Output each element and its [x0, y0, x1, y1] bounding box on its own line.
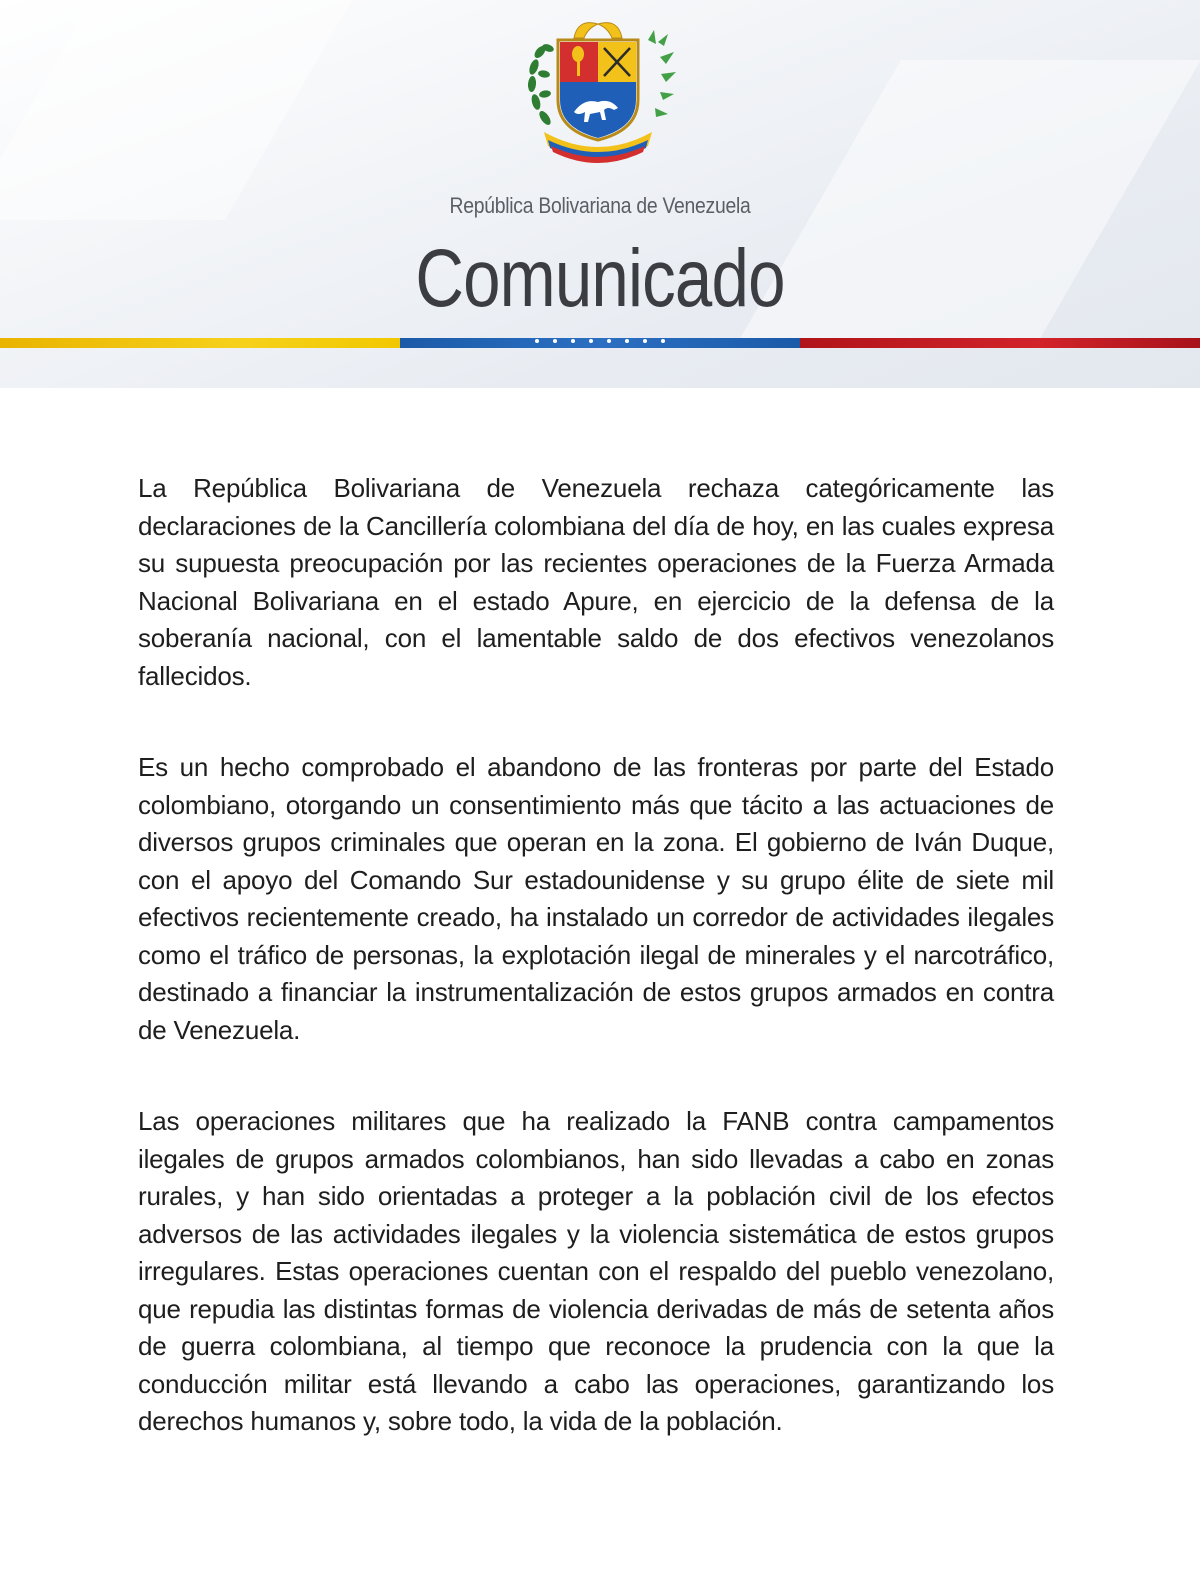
star-icon [589, 339, 593, 343]
flag-stars [400, 339, 800, 343]
coat-of-arms-icon [518, 12, 678, 172]
star-icon [625, 339, 629, 343]
paragraph: Es un hecho comprobado el abandono de las fronteras por parte del Estado colombiano, otorgando un consentimiento más que tácito a las actuaciones de diversos grupos criminales que operan en la zona. El gobierno de Iván Duque, con el apoyo del Comando Sur estadounidense y su grupo élite de siete mil efectivos recientemente creado, ha instalado un corredor de actividades ilegales como el tráfico de personas, la explotación ilegal de minerales y el narcotráfico, destinado a financiar la instrumentalización de estos grupos armados en contra de Venezuela. [138, 752, 1054, 1045]
star-icon [661, 339, 665, 343]
flag-red-band [800, 338, 1200, 348]
star-icon [553, 339, 557, 343]
star-icon [643, 339, 647, 343]
document-header [0, 0, 1200, 388]
paragraph: Las operaciones militares que ha realizado la FANB contra campamentos ilegales de grupos armados colombianos, han sido llevadas a cabo en zonas rurales, y han sido orientadas a proteger a la población civil de los efectos adversos de las actividades ilegales y la violencia sistemática de estos grupos irregulares. Estas operaciones cuentan con el respaldo del pueblo venezolano, que repudia las distintas formas de violencia derivadas de más de setenta años de guerra colombiana, al tiempo que reconoce la prudencia con la que la conducción militar está llevando a cabo las operaciones, garantizando los derechos humanos y, sobre todo, la vida de la población. [138, 1106, 1054, 1436]
communique-body [138, 470, 1054, 1495]
flag-stripe [0, 338, 1200, 348]
star-icon [607, 339, 611, 343]
flag-blue-band [400, 338, 800, 348]
star-icon [535, 339, 539, 343]
background-facet [0, 0, 375, 220]
star-icon [571, 339, 575, 343]
flag-yellow-band [0, 338, 400, 348]
page-title: Comunicado [415, 233, 785, 324]
republic-name: República Bolivariana de Venezuela [449, 193, 751, 218]
paragraph: La República Bolivariana de Venezuela rechaza categóricamente las declaraciones de la Cancillería colombiana del día de hoy, en las cuales expresa su supuesta preocupación por las recientes operaciones de la Fuerza Armada Nacional Bolivariana en el estado Apure, en ejercicio de la defensa de la soberanía nacional, con el lamentable saldo de dos efectivos venezolanos fallecidos. [138, 473, 1054, 691]
